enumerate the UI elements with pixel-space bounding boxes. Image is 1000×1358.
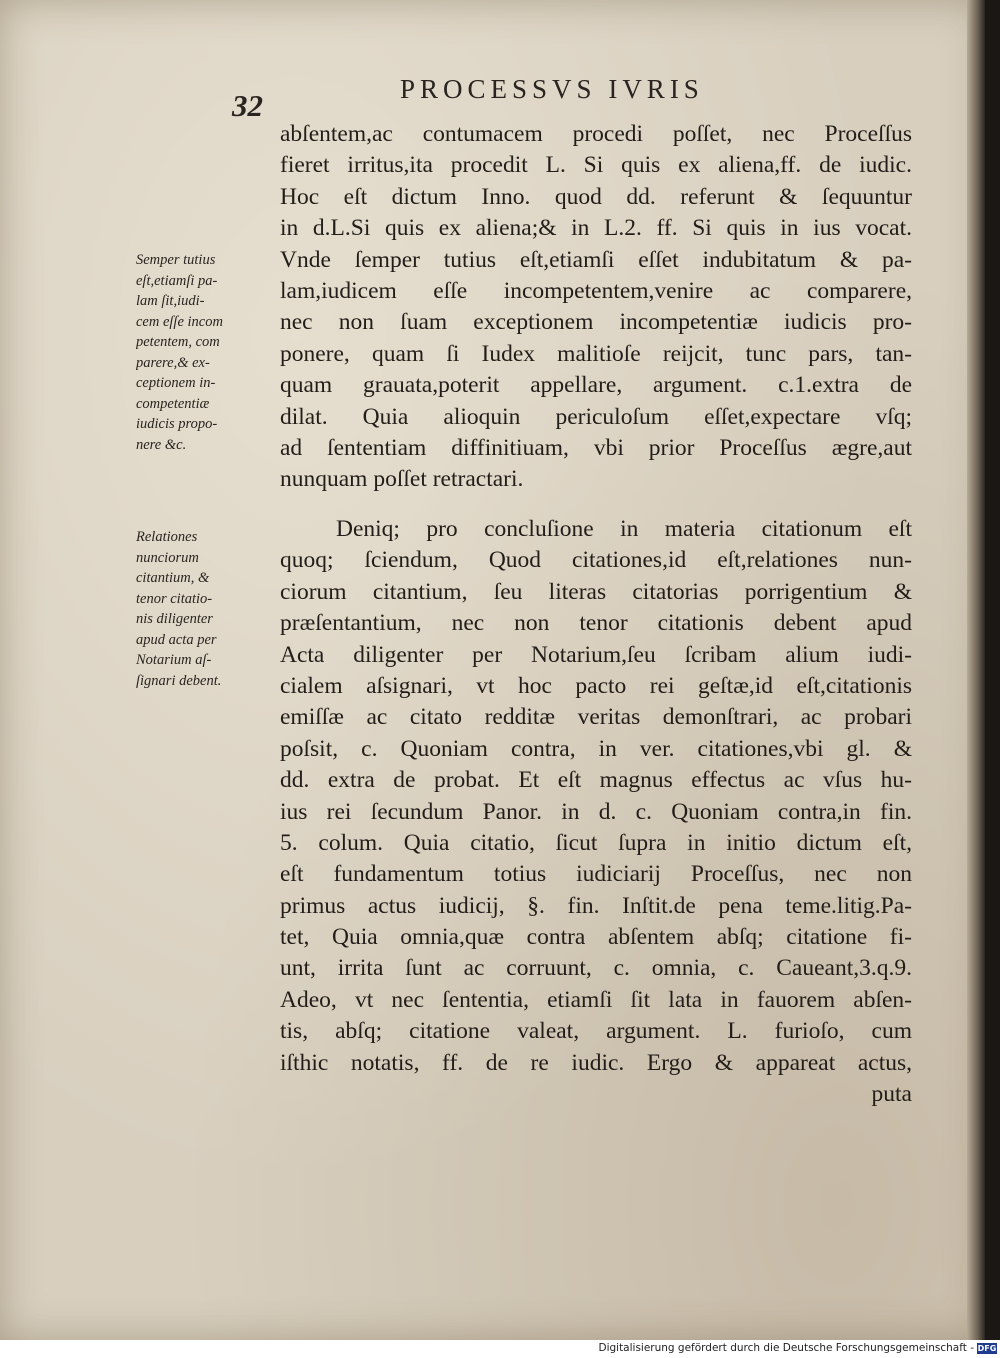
text-line: ad ſententiam diffinitiuam, vbi prior Proceſſus ægre,aut xyxy=(280,434,912,461)
text-line: præſentantium, nec non tenor citationis debent apud xyxy=(280,610,912,637)
text-line: cialem aſsignari, vt hoc pacto rei geſtæ,id eſt,citationis xyxy=(280,672,912,699)
body-paragraph-1 xyxy=(280,119,912,496)
marginal-line: cem eſſe incom xyxy=(136,313,223,330)
text-line: lam,iudicem eſſe incompetentem,venire ac comparere, xyxy=(280,277,912,304)
text-line: Adeo, vt nec ſententia, etiamſi ſit lata in fauorem abſen- xyxy=(280,986,912,1013)
marginal-line: lam ſit,iudi- xyxy=(136,293,205,309)
text-line: primus actus iudicij, §. fin. Inſtit.de pena teme.litig.Pa- xyxy=(280,892,912,919)
marginal-line: parere,& ex- xyxy=(136,354,210,371)
text-line: Vnde ſemper tutius eſt,etiamſi eſſet indubitatum & pa- xyxy=(280,246,912,273)
body-paragraph-2 xyxy=(280,514,912,1110)
marginal-line: eſt,etiamſi pa- xyxy=(136,272,218,289)
running-title: PROCESSVS IVRIS xyxy=(400,74,704,104)
marginal-line: ſignari debent. xyxy=(136,672,222,689)
catchword: puta xyxy=(871,1081,912,1108)
marginal-line: tenor citatio- xyxy=(136,590,213,607)
text-line: Hoc eſt dictum Inno. quod dd. referunt & ſequuntur xyxy=(280,183,912,210)
marginal-line: petentem, com xyxy=(136,334,220,350)
marginal-line: competentiæ xyxy=(136,395,210,412)
text-line: abſentem,ac contumacem procedi poſſet, nec Proceſſus xyxy=(280,121,912,147)
text-line: tet, Quia omnia,quæ contra abſentem abſq; citatione fi- xyxy=(280,924,912,951)
marginal-line: citantium, & xyxy=(136,570,210,586)
text-line: unt, irrita ſunt ac corruunt, c. omnia, c. Caueant,3.q.9. xyxy=(280,955,912,982)
text-line: ius rei ſecundum Panor. in d. c. Quoniam contra,in fin. xyxy=(280,798,912,825)
page-number: 32 xyxy=(232,88,263,123)
text-line: eſt fundamentum totius iudiciarij Proceſſus, nec non xyxy=(280,861,912,888)
marginal-line: Relationes xyxy=(136,529,198,545)
text-line: nunquam poſſet retractari. xyxy=(280,466,524,493)
text-line: ciorum citantium, ſeu literas citatorias porrigentium & xyxy=(280,578,912,605)
digitization-credit: Digitalisierung gefördert durch die Deutsche Forschungsgemeinschaft - xyxy=(598,1342,974,1354)
text-line: tis, abſq; citatione valeat, argument. L. furioſo, cum xyxy=(280,1018,912,1045)
text-line: Deniq; pro concluſione in materia citationum eſt xyxy=(336,516,912,542)
text-line: 5. colum. Quia citatio, ſicut ſupra in initio dictum eſt, xyxy=(280,829,912,856)
text-line: in d.L.Si quis ex aliena;& in L.2. ff. Si quis in ius vocat. xyxy=(280,215,912,242)
text-line: dilat. Quia alioquin periculoſum eſſet,expectare vſq; xyxy=(280,403,912,430)
marginal-note-2 xyxy=(136,527,286,691)
marginal-line: iudicis propo- xyxy=(136,416,218,432)
marginal-line: nunciorum xyxy=(136,549,199,566)
text-line: poſsit, c. Quoniam contra, in ver. citationes,vbi gl. & xyxy=(280,735,912,762)
page-binding-edge xyxy=(967,0,985,1340)
text-line: ponere, quam ſi Iudex malitioſe reijcit, tunc pars, tan- xyxy=(280,340,912,367)
text-line: emiſſæ ac citato redditæ veritas demonſtrari, ac probari xyxy=(280,704,912,731)
marginal-note-1 xyxy=(136,250,286,455)
dfg-logo: DFG xyxy=(977,1344,997,1353)
text-line: Acta diligenter per Notarium,ſeu ſcribam alium iudi- xyxy=(280,641,912,668)
marginal-line: nere &c. xyxy=(136,436,187,453)
text-line: dd. extra de probat. Et eſt magnus effectus ac vſus hu- xyxy=(280,767,912,794)
marginal-line: ceptionem in- xyxy=(136,375,216,391)
marginal-line: nis diligenter xyxy=(136,611,213,627)
text-line: quoq; ſciendum, Quod citationes,id eſt,relationes nun- xyxy=(280,547,912,574)
marginal-line: apud acta per xyxy=(136,631,217,648)
text-line: fieret irritus,ita procedit L. Si quis ex aliena,ff. de iudic. xyxy=(280,152,912,179)
marginal-line: Semper tutius xyxy=(136,252,216,268)
marginal-line: Notarium aſ- xyxy=(136,652,212,668)
text-line: quam grauata,poterit appellare, argument. c.1.extra de xyxy=(280,372,912,399)
text-line: iſthic notatis, ff. de re iudic. Ergo & appareat actus, xyxy=(280,1049,912,1076)
text-line: nec non ſuam exceptionem incompetentiæ iudicis pro- xyxy=(280,309,912,336)
